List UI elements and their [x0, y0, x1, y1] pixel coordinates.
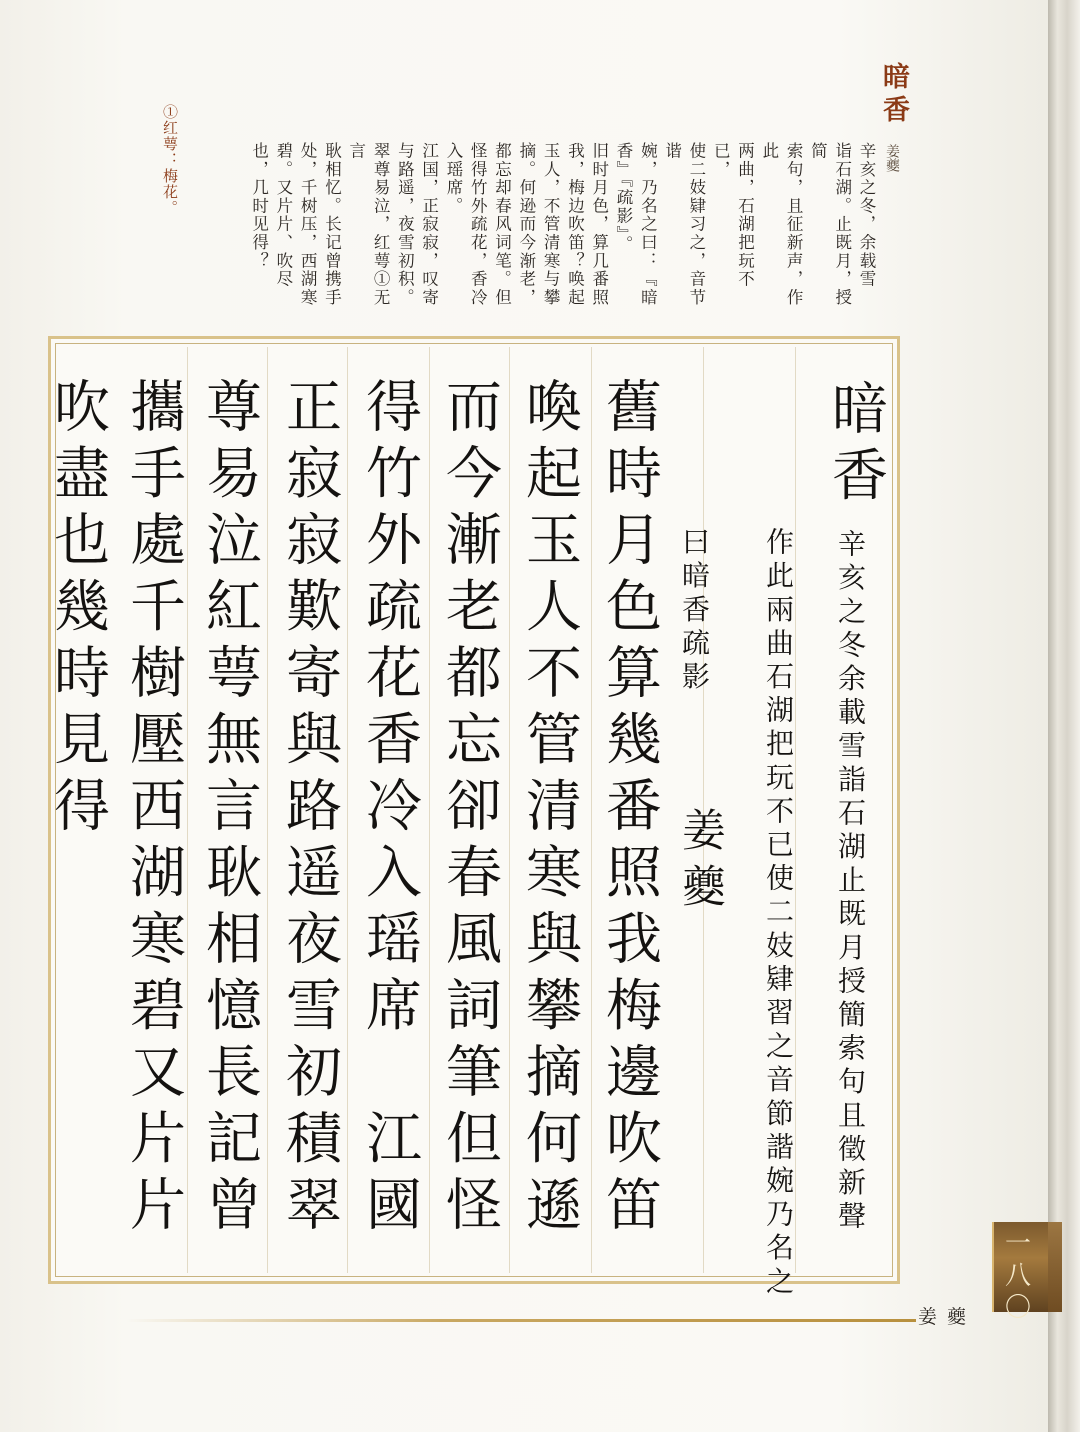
calligraphy-panel [45, 336, 900, 1300]
calligraphy-column: 尊易泣紅萼無言耿相憶長記曾 [197, 377, 262, 1242]
calligraphy-column: 喚起玉人不管清寒與攀摘何遜 [517, 377, 582, 1242]
prose-column: 辛亥之冬，余载雪 [857, 142, 876, 289]
calligraphy-preface-line: 曰暗香疏影 [678, 527, 711, 695]
prose-text [249, 142, 878, 322]
title-author: 姜夔 [884, 144, 900, 172]
prose-column: 入瑶席。 [443, 142, 463, 216]
prose-column: 江国，正寂寂，叹寄 [419, 142, 439, 307]
prose-column: 处，千树压，西湖寒 [298, 142, 318, 307]
grid-line [429, 347, 430, 1273]
prose-column: 也，几时见得？ [249, 142, 269, 271]
prose-column: 玉人，不管清寒与攀 [541, 142, 561, 307]
footnote: ①红萼：梅花。 [161, 104, 179, 216]
grid-line [267, 347, 268, 1273]
tab-strip [1048, 1222, 1062, 1312]
page-title: 暗香 [878, 62, 909, 128]
prose-column: 都忘却春风词笔。但 [492, 142, 512, 307]
grid-line [509, 347, 510, 1273]
prose-column: 与路遥，夜雪初积。 [395, 142, 415, 307]
calligraphy-author: 姜夔 [674, 807, 725, 919]
calligraphy-preface-line: 辛亥之冬余載雪詣石湖止既月授簡索句且徵新聲 [834, 529, 867, 1235]
prose-column: 碧。又片片、吹尽 [273, 142, 293, 289]
prose-column: 耿相忆。长记曾携手 [322, 142, 342, 307]
prose-column: 诣石湖。止既月，授简 [808, 142, 852, 307]
calligraphy-preface-line: 作此兩曲石湖把玩不已使二妓肄習之音節諧婉乃名之 [762, 527, 795, 1300]
prose-column: 索句，且征新声，作此 [759, 142, 804, 307]
grid-line [795, 347, 796, 1273]
calligraphy-column: 得竹外疏花香冷入瑶席 江國 [357, 377, 422, 1242]
prose-column: 摘。何逊而今渐老， [516, 142, 536, 307]
calligraphy-column: 吹盡也幾時見得 [45, 377, 110, 843]
grid-line [591, 347, 592, 1273]
prose-column: 婉，乃名之曰：『暗 [638, 142, 658, 307]
calligraphy-column: 舊時月色算幾番照我梅邊吹笛 [597, 377, 662, 1242]
calligraphy-column: 正寂寂歎寄與路遥夜雪初積翠 [277, 377, 342, 1242]
footer-rule [126, 1319, 916, 1322]
footer-author: 姜夔 [918, 1306, 977, 1328]
page-number: 一八〇 [1004, 1229, 1031, 1323]
prose-column: 旧时月色，算几番照 [589, 142, 609, 307]
prose-column: 翠尊易泣，红萼①无言 [346, 142, 391, 307]
prose-column: 使二妓肄习之，音节谐 [662, 142, 706, 307]
calligraphy-column: 而今漸老都忘卻春風詞筆但怪 [437, 377, 502, 1242]
grid-line [347, 347, 348, 1273]
prose-column: 香』『疏影』。 [614, 142, 634, 254]
prose-column: 两曲，石湖把玩不已， [711, 142, 755, 289]
page-number-tab [992, 1222, 1050, 1323]
prose-column: 怪得竹外疏花，香冷 [468, 142, 488, 307]
prose-column: 我，梅边吹笛？唤起 [565, 142, 585, 307]
calligraphy-column: 攜手處千樹壓西湖寒碧又片片 [121, 377, 186, 1242]
page-edge [1048, 0, 1080, 1432]
calligraphy-title: 暗香 [823, 379, 888, 512]
grid-line [187, 347, 188, 1273]
